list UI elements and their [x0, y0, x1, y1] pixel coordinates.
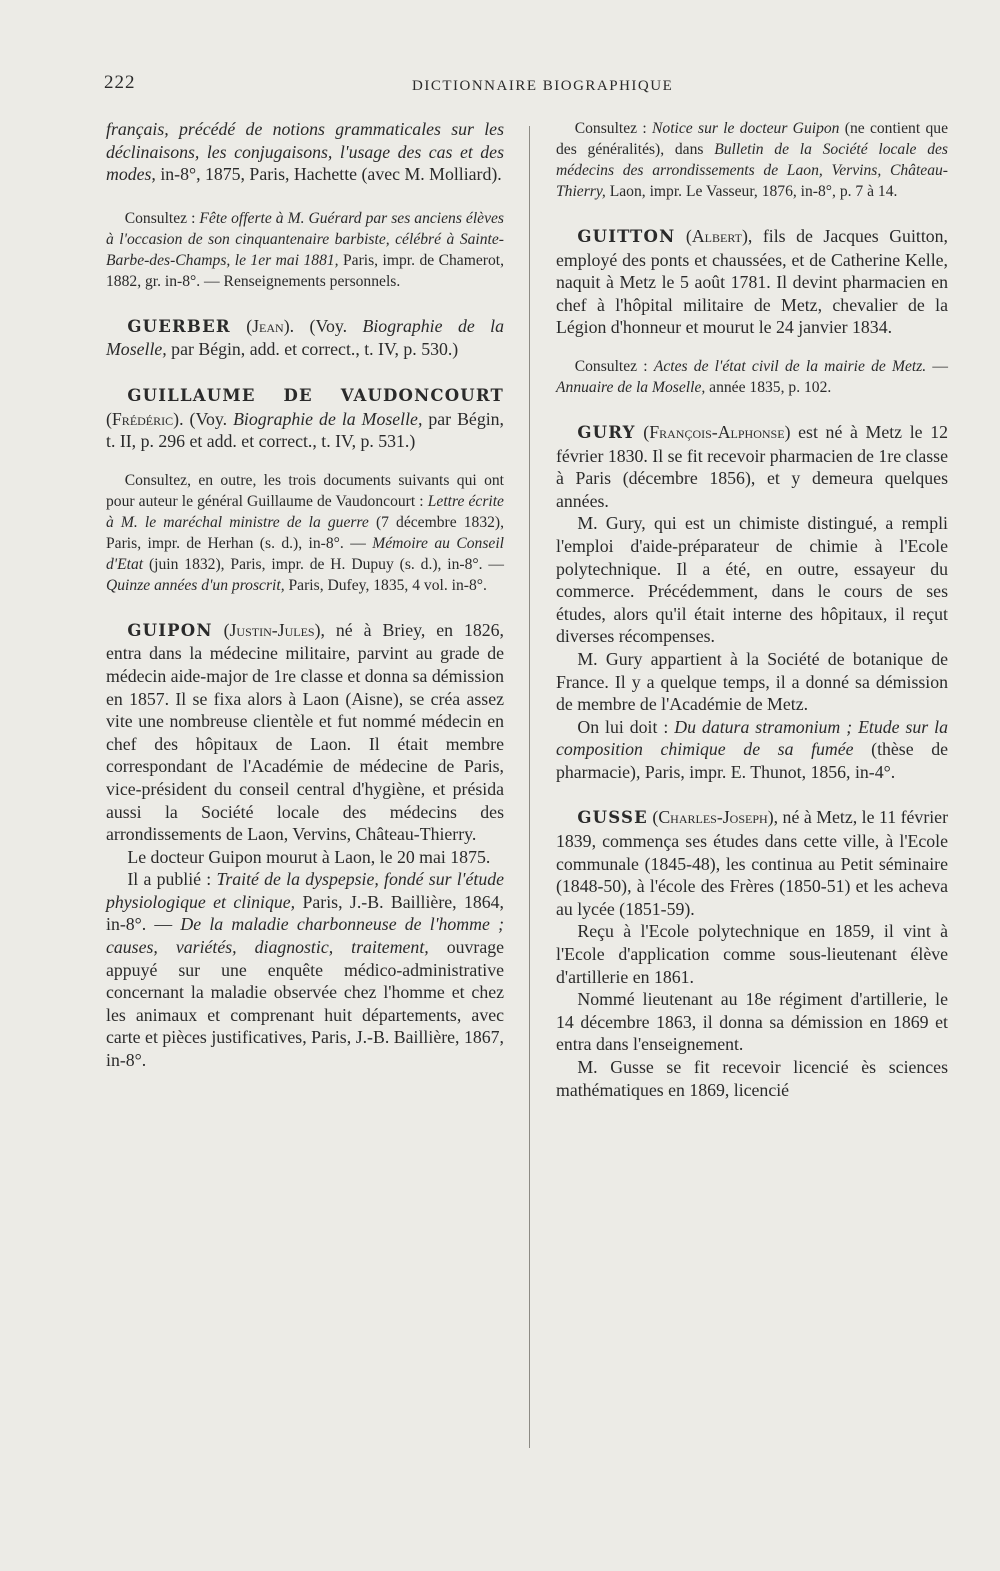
entry-title: De la maladie charbonneuse de l'homme ; causes, variétés, diagnostic, traitement,	[106, 914, 505, 958]
column-divider	[529, 126, 530, 1448]
left-column	[106, 118, 504, 1072]
entry-text: par Bégin, add. et correct., t. IV, p. 530.)	[166, 339, 459, 360]
entry-paragraph: Reçu à l'Ecole polytechnique en 1859, il vint à l'Ecole d'application comme sous-lieutenant élève d'artillerie en 1861.	[556, 921, 948, 987]
entry-guipon: GUIPON (Justin-Jules), né à Briey, en 1826, entra dans la médecine militaire, parvint au grade de médecin aide-major de 1re classe et donna sa démission en 1857. Il se fixa alors à Laon (Aisne), se créa assez vite une nombreuse clientèle et fut nommé médecin en chef des hôpitaux de Laon. Il était membre correspondant de l'Académie de médecine de Paris, vice-président du conseil central d'hygiène, et présida aussi la Société locale des médecins des arrondissements de Laon, Vervins, Château-Thierry.	[106, 619, 504, 845]
running-title: DICTIONNAIRE BIOGRAPHIQUE	[412, 78, 674, 94]
note-title: Actes de l'état civil de la mairie de Metz.	[653, 357, 927, 375]
note-text: Laon, impr. Le Vasseur, 1876, in-8°, p. 7 à 14.	[605, 183, 898, 200]
guipon-note	[556, 118, 948, 202]
entry-text: ouvrage appuyé sur une enquête médico-administrative concernant la maladie observée chez l'homme et chez les animaux et comprenant huit départements, avec carte et pièces justificatives, Paris, J.-B. Baillière, 1867, in-8°.	[106, 937, 505, 1071]
entry-text: , né à Metz, le 11 février 1839, commença ses études dans cette ville, à l'Ecole communale (1845-48), les continua au Petit séminaire (1848-50), à l'école des Frères (1850-51) et les acheva au lycée (1851-59).	[556, 807, 948, 919]
note-text: —	[926, 357, 949, 375]
entry-forename: François-Alphonse	[649, 421, 785, 442]
entry-title: Traité de la dyspepsie, fondé sur l'étude physiologique et clinique,	[106, 869, 504, 912]
entry-guillaume: GUILLAUME DE VAUDONCOURT (Frédéric). (Voy. Biographie de la Moselle, par Bégin, t. II, p. 296 et add. et correct., t. IV, p. 531.)	[106, 385, 504, 452]
entry-text: Il a publié :	[127, 869, 217, 890]
note-text: Paris, impr. de Chamerot, 1882, gr. in-8°. — Renseignements personnels.	[106, 251, 504, 290]
note-title: Quinze années d'un proscrit,	[106, 576, 285, 594]
entry-text: (Voy.	[183, 408, 234, 429]
entry-paragraph: M. Gury appartient à la Société de botanique de France. Il y a quelque temps, il a donné sa démission de membre de l'Académie de Metz.	[556, 648, 948, 715]
entry-headword: GUITTON	[577, 227, 676, 246]
entry-forename: Charles-Joseph	[658, 807, 768, 828]
entry-headword: GUILLAUME DE VAUDONCOURT	[127, 385, 504, 405]
note-text: (juin 1832), Paris, impr. de H. Dupuy (s. d.), in-8°. —	[143, 555, 504, 573]
entry-gury: GURY (François-Alphonse) est né à Metz le 12 février 1830. Il se fit recevoir pharmacien de 1re classe à Paris (décembre 1856), et y demeura quelques années.	[556, 421, 949, 511]
molliard-entry-end	[106, 118, 504, 186]
entry-text: par Bégin, t. II, p. 296 et add. et correct., t. IV, p. 531.)	[106, 408, 504, 452]
note-title: Mémoire au Conseil d'Etat	[106, 534, 504, 573]
entry-title: Biographie de la Moselle,	[106, 315, 504, 360]
guitton-note	[556, 356, 948, 398]
right-column	[556, 118, 948, 1101]
note-text: Consultez, en outre, les trois documents suivants qui ont pour auteur le général Guillaume de Vaudoncourt :	[106, 471, 504, 510]
entry-guerber: GUERBER (Jean). (Voy. Biographie de la Moselle, par Bégin, add. et correct., t. IV, p. 530.)	[106, 315, 504, 360]
note-title: Lettre écrite à M. le maréchal ministre de la guerre	[106, 492, 504, 531]
entry-forename: Jean	[252, 315, 284, 336]
note-title: Fête offerte à M. Guérard par ses anciens élèves à l'occasion de son cinquantenaire barbiste, célébré à Sainte-Barbe-des-Champs, le 1er mai 1881,	[106, 209, 504, 269]
entry-text: Paris, J.-B. Baillière, 1864, in-8°. —	[106, 891, 504, 935]
entry-forename: Frédéric	[111, 408, 174, 429]
note-title: Notice sur le docteur Guipon	[652, 120, 840, 137]
entry-paragraph: Nommé lieutenant au 18e régiment d'artillerie, le 14 décembre 1863, il donna sa démission en 1869 et entra dans l'enseignement.	[556, 989, 948, 1055]
note-label: Consultez :	[574, 120, 652, 137]
guillaume-note	[106, 470, 504, 596]
entry-text: (Voy.	[294, 315, 363, 336]
page-number: 222	[104, 72, 136, 93]
note-label: Consultez :	[574, 357, 654, 375]
entry-forename: Justin-Jules	[229, 619, 315, 640]
note-text: Paris, Dufey, 1835, 4 vol. in-8°.	[284, 576, 487, 594]
molliard-imprint: in-8°, 1875, Paris, Hachette (avec M. Molliard).	[155, 164, 502, 185]
note-text: année 1835, p. 102.	[705, 378, 832, 396]
entry-gusse: GUSSE (Charles-Joseph), né à Metz, le 11 février 1839, commença ses études dans cette ville, à l'Ecole communale (1845-48), les continua au Petit séminaire (1848-50), à l'école des Frères (1850-51) et les acheva au lycée (1851-59).	[556, 807, 948, 919]
entry-headword: GUIPON	[127, 620, 213, 640]
entry-paragraph: Le docteur Guipon mourut à Laon, le 20 mai 1875.	[127, 846, 491, 867]
entry-paragraph: M. Gury, qui est un chimiste distingué, a rempli l'emploi d'aide-préparateur de chimie à l'Ecole polytechnique. Il a été, en outre, essayeur du commerce. Précédemment, dans le cours de ses études, alors qu'il était interne des hôpitaux, il reçut diverses récompenses.	[556, 513, 948, 647]
entry-paragraph	[556, 716, 948, 784]
entry-text: On lui doit :	[577, 716, 675, 737]
entry-text: (thèse de pharmacie), Paris, impr. E. Thunot, 1856, in-4°.	[556, 739, 948, 782]
entry-paragraph	[106, 868, 504, 1071]
entry-text: est né à Metz le 12 février 1830. Il se fit recevoir pharmacien de 1re classe à Paris (décembre 1856), et y demeura quelques années.	[556, 421, 949, 511]
note-text: (7 décembre 1832), Paris, impr. de Herhan (s. d.), in-8°. —	[106, 513, 505, 552]
entry-headword: GUSSE	[577, 808, 648, 828]
molliard-note	[106, 208, 504, 292]
entry-headword: GURY	[577, 422, 636, 442]
molliard-title: français, précédé de notions grammaticales sur les déclinaisons, les conjugaisons, l'usage des cas et des modes,	[106, 119, 504, 185]
entry-paragraph: M. Gusse se fit recevoir licencié ès sciences mathématiques en 1869, licencié	[556, 1057, 948, 1100]
entry-headword: GUERBER	[127, 316, 231, 336]
note-title: Bulletin de la Société locale des médecins des arrondissements de Laon, Vervins, Château-Thierry,	[556, 141, 948, 200]
entry-title: Biographie de la Moselle,	[233, 408, 423, 429]
entry-title: Du datura stramonium ; Etude sur la composition chimique de sa fumée	[556, 716, 948, 760]
entry-text: , fils de Jacques Guitton, employé des ponts et chaussées, et de Catherine Kelle, naquit à Metz le 5 août 1781. Il devint pharmacien en chef à l'hôpital militaire de Metz, chevalier de la Légion d'honneur et mourut le 24 janvier 1834.	[556, 226, 948, 338]
entry-text: , né à Briey, en 1826, entra dans la médecine militaire, parvint au grade de médecin aide-major de 1re classe et donna sa démission en 1857. Il se fixa alors à Laon (Aisne), se créa assez vite une nombreuse clientèle et fut nommé médecin en chef des hôpitaux de Laon. Il était membre correspondant de l'Académie de médecine de Paris, vice-président du conseil central d'hygiène, et présida aussi la Société locale des médecins des arrondissements de Laon, Vervins, Château-Thierry.	[106, 619, 504, 845]
note-text: (ne contient que des généralités), dans	[556, 120, 948, 158]
entry-guitton: GUITTON (Albert), fils de Jacques Guitton, employé des ponts et chaussées, et de Catherine Kelle, naquit à Metz le 5 août 1781. Il devint pharmacien en chef à l'hôpital militaire de Metz, chevalier de la Légion d'honneur et mourut le 24 janvier 1834.	[556, 226, 948, 338]
entry-forename: Albert	[691, 226, 742, 246]
note-title: Annuaire de la Moselle,	[556, 378, 706, 396]
note-label: Consultez :	[124, 209, 200, 227]
